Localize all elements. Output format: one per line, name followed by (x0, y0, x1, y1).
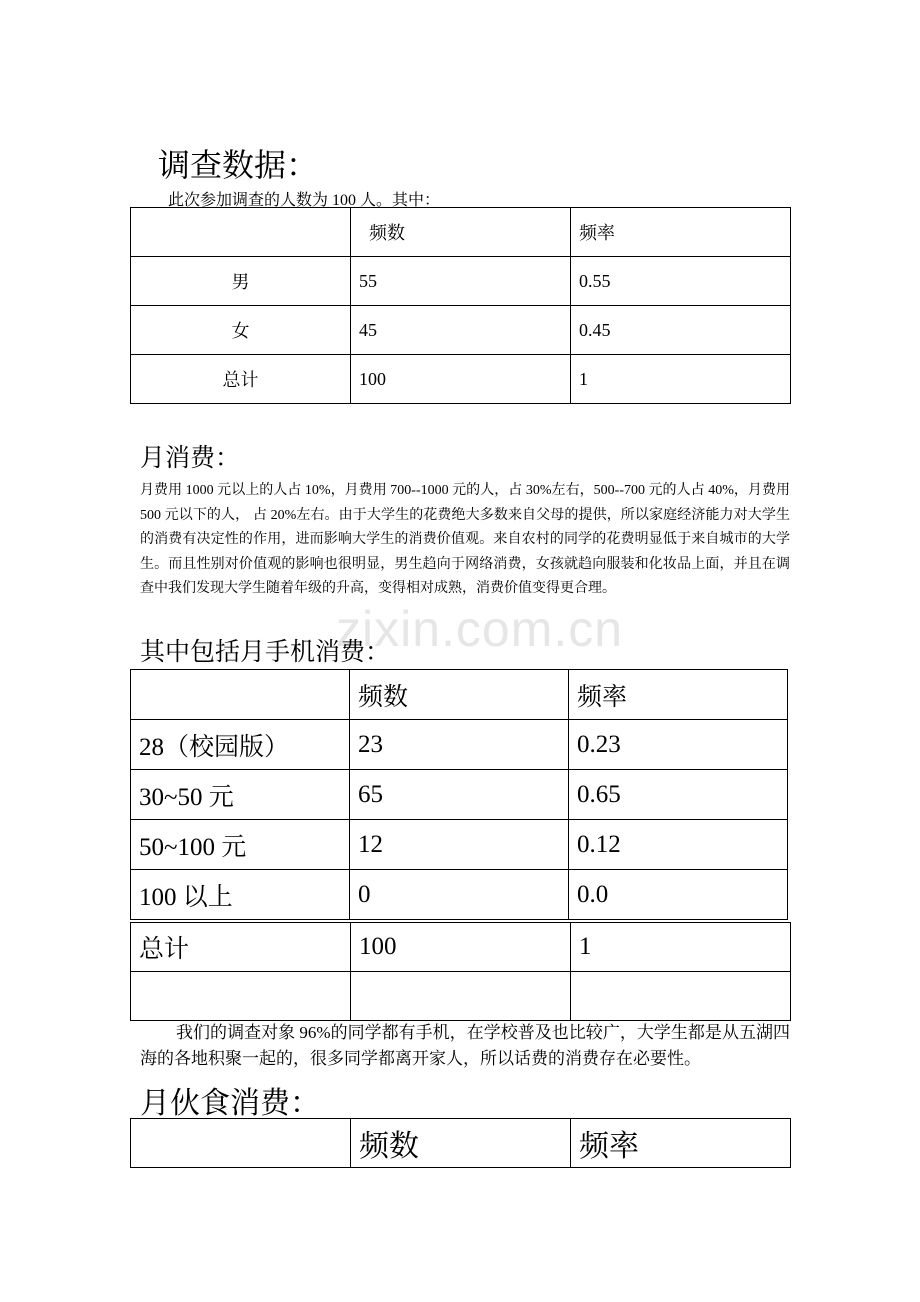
watermark: zixin.com.cn (336, 601, 624, 657)
table-cell: 0 (350, 870, 569, 920)
table-header-cell: 频数 (350, 670, 569, 720)
table-row (131, 355, 791, 404)
table-cell: 0.12 (569, 820, 788, 870)
table-cell: 100 (351, 355, 571, 404)
table-cell: 0.65 (569, 770, 788, 820)
section-heading-food: 月伙食消费： (140, 1087, 320, 1120)
table-header-cell: 频率 (569, 670, 788, 720)
table-row (131, 720, 788, 770)
table-cell: 30~50 元 (131, 770, 350, 820)
table-header-row (131, 1119, 791, 1168)
table-cell: 100 以上 (131, 870, 350, 920)
table-cell: 0.45 (571, 306, 791, 355)
phone-table-continued (130, 922, 791, 1021)
table-cell: 50~100 元 (131, 820, 350, 870)
monthly-paragraph: 月费用 1000 元以上的人占 10%，月费用 700--1000 元的人，占 30%左右，500--700 元的人占 40%，月费用 500 元以下的人， 占 20%左右。由于大学生的花费绝大多数来自父母的提供，所以家庭经济能力对大学生的消费有决定性的作用，进而影响大学生的消费价值观。来自农村的同学的花费明显低于来自城市的大学生。而且性别对价值观的影响也很明显，男生趋向于网络消费，女孩就趋向服装和化妆品上面，并且在调查中我们发现大学生随着年级的升高，变得相对成熟，消费价值变得更合理。 (140, 483, 790, 596)
table-cell (131, 972, 351, 1021)
section-heading-monthly: 月消费： (140, 445, 241, 472)
table-header-cell: 频率 (571, 1119, 791, 1168)
table-cell (351, 972, 571, 1021)
section-heading-phone: 其中包括月手机消费： (140, 639, 391, 666)
table-cell: 1 (571, 923, 791, 972)
food-table (130, 1118, 791, 1168)
table-cell: 1 (571, 355, 791, 404)
table-cell (131, 208, 351, 257)
table-row (131, 972, 791, 1021)
table-cell (571, 972, 791, 1021)
table-cell (131, 1119, 351, 1168)
table-cell: 45 (351, 306, 571, 355)
table-header-row (131, 208, 791, 257)
table-cell: 总计 (131, 355, 351, 404)
table-row (131, 770, 788, 820)
table-header-cell: 频数 (351, 1119, 571, 1168)
phone-paragraph-text: 我们的调查对象 96%的同学都有手机，在学校普及也比较广，大学生都是从五湖四海的各地积聚一起的，很多同学都离开家人，所以话费的消费存在必要性。 (140, 1023, 790, 1068)
table-cell: 28（校园版） (131, 720, 350, 770)
table-cell: 55 (351, 257, 571, 306)
table-cell: 0.0 (569, 870, 788, 920)
table-row (131, 257, 791, 306)
intro-text: 此次参加调查的人数为 100 人。其中： (168, 192, 441, 209)
table-cell: 12 (350, 820, 569, 870)
table-header-cell: 频数 (351, 208, 571, 257)
table-header-cell: 频率 (571, 208, 791, 257)
phone-table (130, 669, 788, 920)
table-cell: 总计 (131, 923, 351, 972)
table-row (131, 870, 788, 920)
table-header-row (131, 670, 788, 720)
table-row (131, 306, 791, 355)
table-cell: 65 (350, 770, 569, 820)
table-cell: 0.23 (569, 720, 788, 770)
table-row (131, 923, 791, 972)
table-cell: 男 (131, 257, 351, 306)
table-cell: 100 (351, 923, 571, 972)
table-row (131, 820, 788, 870)
phone-paragraph (140, 1020, 790, 1072)
page-heading: 调查数据： (158, 147, 319, 183)
table-cell: 23 (350, 720, 569, 770)
table-cell: 0.55 (571, 257, 791, 306)
table-cell: 女 (131, 306, 351, 355)
table-cell (131, 670, 350, 720)
gender-table (130, 207, 791, 404)
